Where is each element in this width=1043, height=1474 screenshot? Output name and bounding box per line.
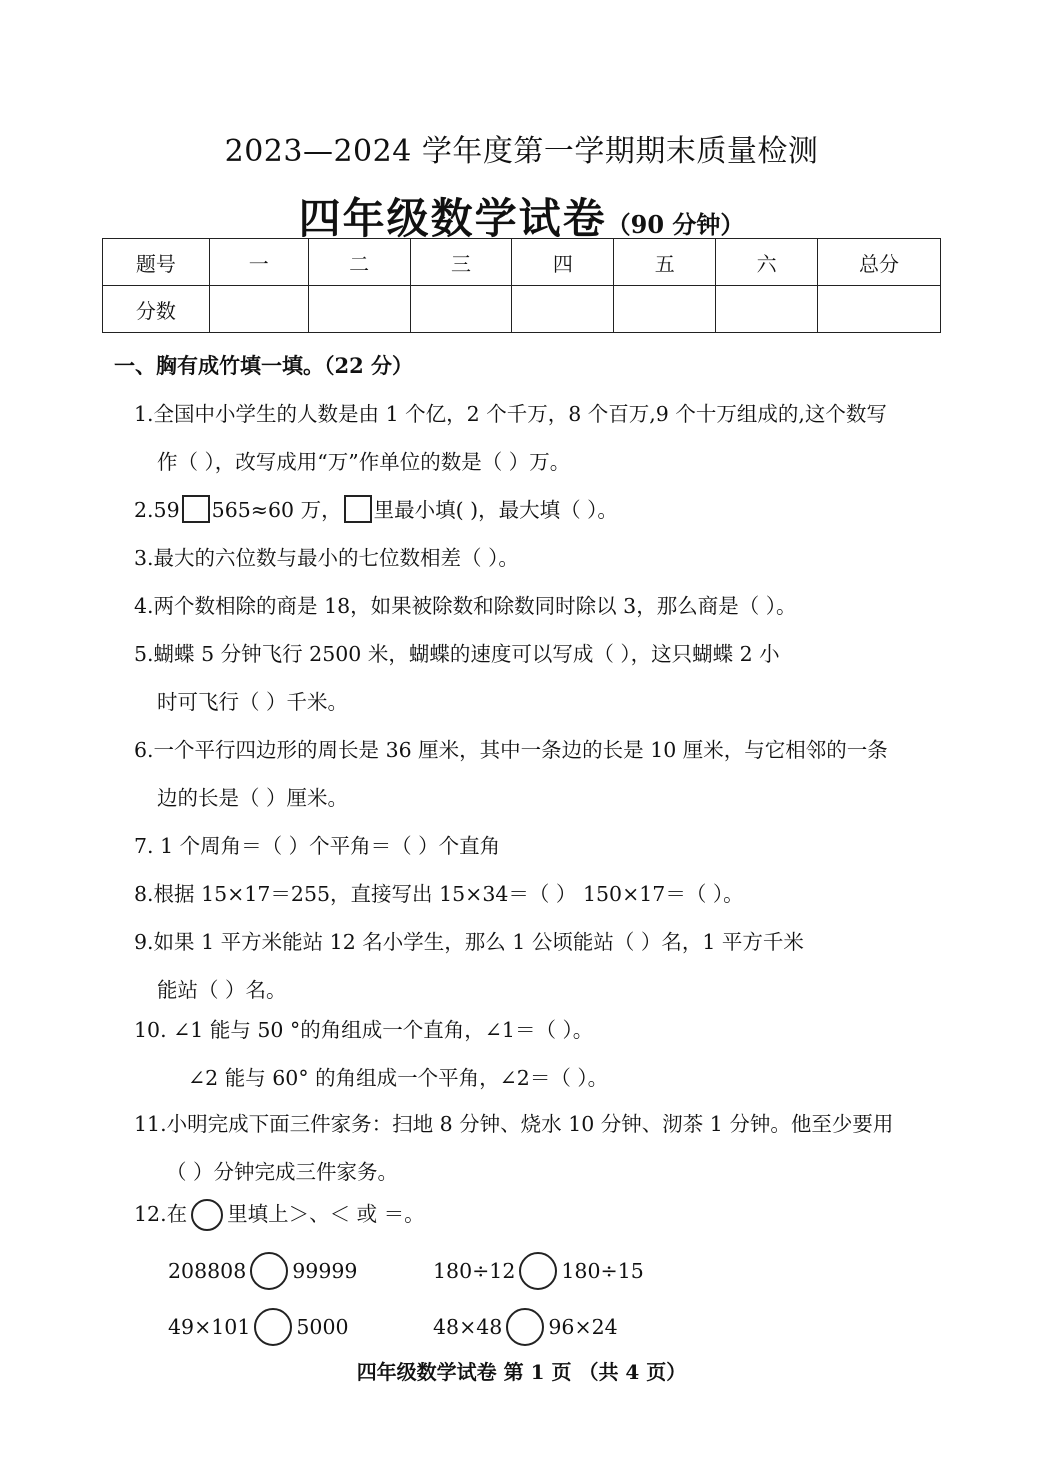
question-2-part-c: 里最小填( )，最大填（ ）。 bbox=[373, 498, 618, 522]
question-12 bbox=[134, 1199, 425, 1231]
question-10-line-2: ∠2 能与 60° 的角组成一个平角，∠2＝（ ）。 bbox=[188, 1066, 609, 1090]
section-heading: 一、胸有成竹填一填。（22 分） bbox=[114, 353, 414, 378]
comparison-item bbox=[168, 1252, 357, 1290]
score-cell[interactable] bbox=[308, 286, 410, 333]
exam-period-title: 2023—2024 学年度第一学期期末质量检测 bbox=[224, 134, 819, 169]
question-6-line-1: 6.一个平行四边形的周长是 36 厘米，其中一条边的长是 10 厘米，与它相邻的一条 bbox=[134, 738, 888, 762]
question-4: 4.两个数相除的商是 18，如果被除数和除数同时除以 3，那么商是（ ）。 bbox=[134, 594, 797, 618]
header-cell: 四 bbox=[512, 239, 614, 286]
comparison-item bbox=[433, 1308, 618, 1346]
header-cell: 六 bbox=[716, 239, 818, 286]
score-cell[interactable] bbox=[512, 286, 614, 333]
header-cell: 三 bbox=[410, 239, 512, 286]
answer-box[interactable] bbox=[182, 495, 210, 523]
score-cell[interactable] bbox=[410, 286, 512, 333]
comparison-left: 208808 bbox=[168, 1259, 247, 1283]
question-12-part-b: 里填上＞、＜ 或 ＝。 bbox=[227, 1202, 425, 1226]
comparison-right: 180÷15 bbox=[561, 1259, 644, 1283]
comparison-item bbox=[168, 1308, 349, 1346]
score-cell[interactable] bbox=[716, 286, 818, 333]
score-cell[interactable] bbox=[818, 286, 941, 333]
header-cell: 二 bbox=[308, 239, 410, 286]
question-8: 8.根据 15×17＝255，直接写出 15×34＝（ ） 150×17＝（ ）。 bbox=[134, 882, 744, 906]
score-table-score-row bbox=[103, 286, 941, 333]
question-9-line-1: 9.如果 1 平方米能站 12 名小学生，那么 1 公顷能站（ ）名，1 平方千米 bbox=[134, 930, 804, 954]
comparison-right: 5000 bbox=[296, 1315, 349, 1339]
page-footer: 四年级数学试卷 第 1 页 （共 4 页） bbox=[356, 1360, 687, 1384]
question-5-line-1: 5.蝴蝶 5 分钟飞行 2500 米，蝴蝶的速度可以写成（ ），这只蝴蝶 2 小 bbox=[134, 642, 780, 666]
comparison-answer-circle[interactable] bbox=[506, 1308, 544, 1346]
question-1-line-2: 作（ ），改写成用“万”作单位的数是（ ）万。 bbox=[157, 450, 571, 474]
question-7: 7. 1 个周角＝（ ）个平角＝（ ）个直角 bbox=[134, 834, 501, 858]
comparison-answer-circle[interactable] bbox=[519, 1252, 557, 1290]
comparison-right: 96×24 bbox=[548, 1315, 618, 1339]
exam-title-main: 四年级数学试卷 bbox=[298, 194, 607, 243]
score-table bbox=[102, 238, 941, 333]
question-2-part-a: 2.59 bbox=[134, 498, 180, 522]
comparison-left: 48×48 bbox=[433, 1315, 503, 1339]
comparison-left: 180÷12 bbox=[433, 1259, 516, 1283]
comparison-answer-circle[interactable] bbox=[250, 1252, 288, 1290]
header-cell: 五 bbox=[614, 239, 716, 286]
question-12-part-a: 12.在 bbox=[134, 1202, 188, 1226]
comparison-answer-circle[interactable] bbox=[254, 1308, 292, 1346]
circle-symbol-reference bbox=[191, 1199, 223, 1231]
comparison-left: 49×101 bbox=[168, 1315, 251, 1339]
header-cell: 题号 bbox=[103, 239, 210, 286]
comparison-item bbox=[433, 1252, 644, 1290]
question-2-part-b: 565≈60 万， bbox=[211, 498, 342, 522]
exam-duration: （90 分钟） bbox=[606, 210, 745, 239]
score-table-header-row bbox=[103, 239, 941, 286]
question-11-line-2: （ ）分钟完成三件家务。 bbox=[166, 1160, 399, 1184]
comparison-right: 99999 bbox=[292, 1259, 358, 1283]
question-9-line-2: 能站（ ）名。 bbox=[157, 978, 287, 1002]
score-cell[interactable] bbox=[209, 286, 308, 333]
score-label-cell: 分数 bbox=[103, 286, 210, 333]
question-10-line-1: 10. ∠1 能与 50 °的角组成一个直角，∠1＝（ ）。 bbox=[134, 1018, 594, 1042]
question-5-line-2: 时可飞行（ ）千米。 bbox=[157, 690, 349, 714]
question-3: 3.最大的六位数与最小的七位数相差（ ）。 bbox=[134, 546, 519, 570]
question-2 bbox=[134, 495, 618, 525]
score-cell[interactable] bbox=[614, 286, 716, 333]
header-cell: 总分 bbox=[818, 239, 941, 286]
question-1-line-1: 1.全国中小学生的人数是由 1 个亿，2 个千万，8 个百万,9 个十万组成的,这个数写 bbox=[134, 402, 887, 426]
question-11-line-1: 11.小明完成下面三件家务：扫地 8 分钟、烧水 10 分钟、沏茶 1 分钟。他至少要用 bbox=[134, 1112, 894, 1136]
exam-title bbox=[0, 186, 1043, 246]
answer-box-reference bbox=[344, 495, 372, 523]
question-6-line-2: 边的长是（ ）厘米。 bbox=[157, 786, 349, 810]
header-cell: 一 bbox=[209, 239, 308, 286]
